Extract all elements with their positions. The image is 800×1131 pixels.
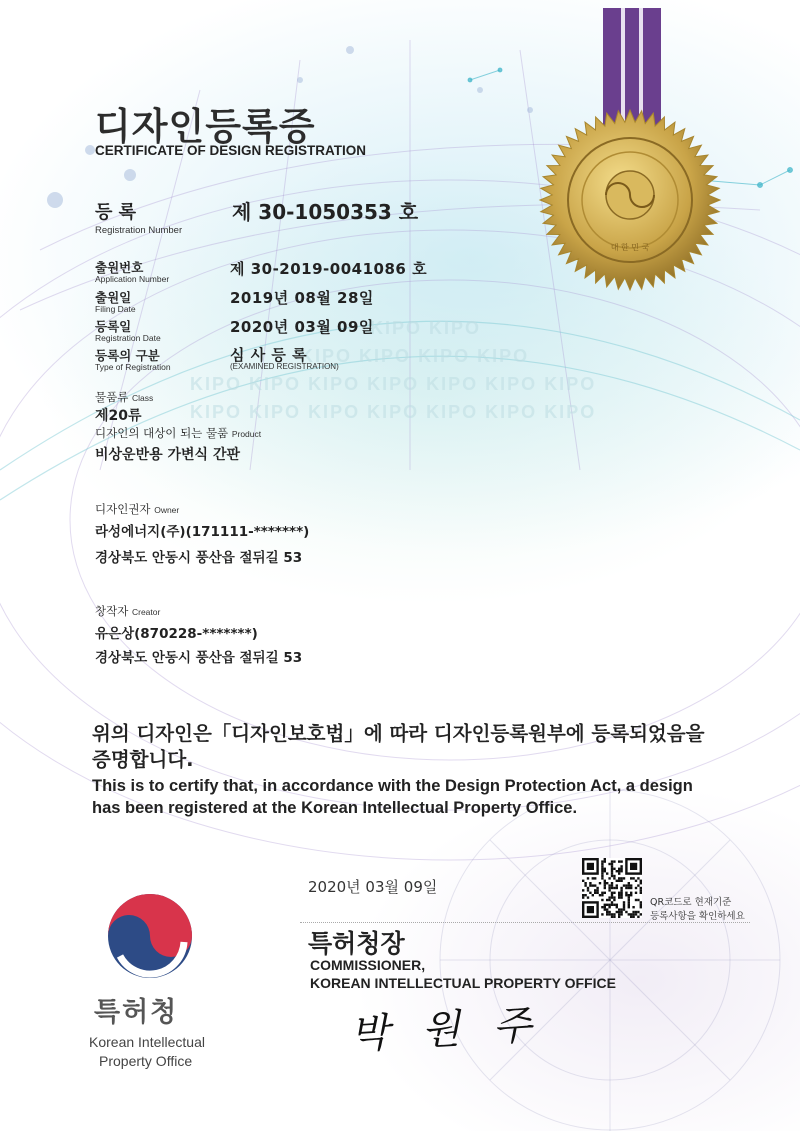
creator-label: 창작자 Creator xyxy=(95,604,161,618)
registration-date-label: 등록일 xyxy=(95,319,132,334)
commissioner-en-1: COMMISSIONER, xyxy=(310,957,426,973)
title-ko: 디자인등록증 xyxy=(95,105,316,148)
product-value: 비상운반용 가변식 간판 xyxy=(95,447,240,463)
owner-address: 경상북도 안동시 풍산읍 절뒤길 53 xyxy=(95,550,303,566)
seal-text: 대 한 민 국 xyxy=(610,243,650,252)
qr-code[interactable] xyxy=(582,858,642,918)
divider xyxy=(300,922,750,923)
application-number-label: 출원번호 xyxy=(95,260,144,275)
statement-en-line1: This is to certify that, in accordance with the Design Protection Act, a design xyxy=(92,777,693,795)
owner-name: 라성에너지(주)(171111-*******) xyxy=(95,524,310,540)
filing-date-label: 출원일 xyxy=(95,290,132,305)
application-number-label-en: Application Number xyxy=(95,274,170,284)
registration-type-label: 등록의 구분 xyxy=(95,348,160,363)
office-name-en-1: Korean Intellectual xyxy=(89,1034,205,1050)
watermark-row: KIPO KIPO KIPO KIPO KIPO KIPO KIPO xyxy=(190,402,597,422)
owner-label: 디자인권자 Owner xyxy=(95,502,180,516)
registration-type-label-en: Type of Registration xyxy=(95,362,171,372)
watermark-row: KIPO KIPO xyxy=(370,318,482,338)
statement-en-line2: has been registered at the Korean Intellectual Property Office. xyxy=(92,799,578,817)
commissioner-en-2: KOREAN INTELLECTUAL PROPERTY OFFICE xyxy=(310,975,616,991)
watermark-row: KIPO KIPO KIPO KIPO xyxy=(300,346,530,366)
office-name-ko: 특허청 xyxy=(94,997,179,1028)
filing-date-label-en: Filing Date xyxy=(95,304,136,314)
registration-label: 등 록 xyxy=(95,202,137,223)
signature: 박 원 주 xyxy=(349,1002,543,1058)
statement-ko-line1: 위의 디자인은「디자인보호법」에 따라 디자인등록원부에 등록되었음을 xyxy=(92,722,705,745)
filing-date: 2019년 08월 28일 xyxy=(230,289,374,307)
office-name-en-2: Property Office xyxy=(99,1053,193,1069)
registration-date: 2020년 03월 09일 xyxy=(230,318,374,336)
statement-ko-line2: 증명합니다. xyxy=(92,748,194,771)
creator-address: 경상북도 안동시 풍산읍 절뒤길 53 xyxy=(95,650,303,666)
class-value: 제20류 xyxy=(95,408,142,424)
title-en: CERTIFICATE OF DESIGN REGISTRATION xyxy=(95,143,367,158)
gold-seal xyxy=(535,100,725,300)
product-label: 디자인의 대상이 되는 물품 Product xyxy=(95,426,262,440)
commissioner-ko: 특허청장 xyxy=(308,929,405,958)
class-label: 물품류 Class xyxy=(95,390,154,404)
watermark-row: KIPO KIPO KIPO KIPO KIPO KIPO KIPO xyxy=(190,374,597,394)
registration-number: 제 30-1050353 호 xyxy=(232,200,419,224)
qr-caption-2: 등록사항을 확인하세요 xyxy=(650,911,745,922)
issue-date: 2020년 03월 09일 xyxy=(308,878,438,896)
registration-date-label-en: Registration Date xyxy=(95,333,161,343)
creator-name: 유은상(870228-*******) xyxy=(95,626,258,642)
registration-label-en: Registration Number xyxy=(95,225,183,236)
kipo-logo-icon xyxy=(100,886,200,986)
registration-type-sub: (EXAMINED REGISTRATION) xyxy=(230,362,339,371)
qr-caption-1: QR코드로 현재기준 xyxy=(650,897,732,908)
registration-type: 심 사 등 록 xyxy=(230,346,308,364)
application-number: 제 30-2019-0041086 호 xyxy=(230,260,428,278)
